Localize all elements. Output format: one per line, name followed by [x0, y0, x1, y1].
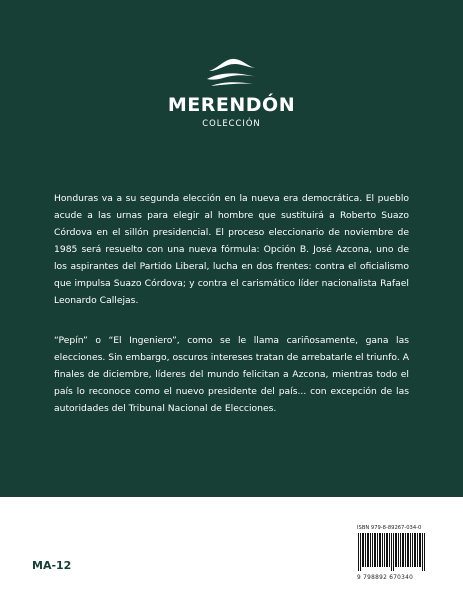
brand-subtitle: COLECCIÓN: [202, 118, 261, 128]
mountain-wave-icon: [205, 56, 259, 90]
isbn-label: ISBN 979-8-89267-034-0: [357, 525, 422, 531]
publisher-logo: [0, 56, 463, 128]
blurb-paragraph-2: “Pepín” o “El Ingeniero”, como se le llama cariñosamente, gana las elecciones. Sin embargo, oscuros intereses tratan de arrebatarle el triunfo. A finales de diciembre, líderes del mundo felicitan a Azcona, mientras todo el país lo reconoce como el nuevo presidente del país... con excepción de las autoridades del Tribunal Nacional de Elecciones.: [54, 335, 409, 414]
brand-name: MERENDÓN: [167, 94, 296, 116]
barcode-number: 9 798892 670340: [357, 575, 414, 581]
collection-code: MA-12: [32, 559, 72, 572]
barcode-block: [357, 525, 427, 581]
cover-footer: [0, 497, 463, 600]
blurb-paragraph-1: Honduras va a su segunda elección en la nueva era democrática. El pueblo acude a las urnas para elegir al hombre que sustituirá a Roberto Suazo Córdova en el sillón presidencial. El proceso eleccionario de noviembre de 1985 será resuelto con una nueva fórmula: Opción B. José Azcona, uno de los aspirantes del Partido Liberal, lucha en dos frentes: contra el oficialismo que impulsa Suazo Córdova; y contra el carismático líder nacionalista Rafael Leonardo Callejas.: [54, 193, 409, 306]
barcode-icon: [357, 533, 427, 571]
